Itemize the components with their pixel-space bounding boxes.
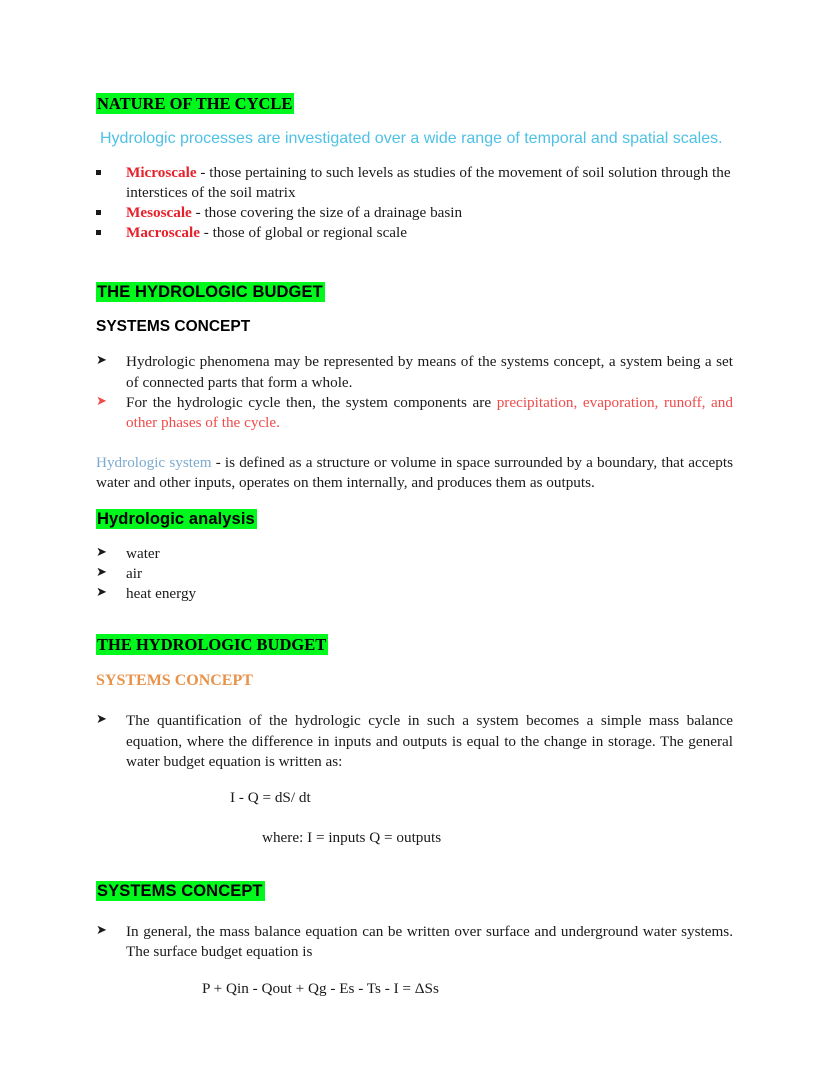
systems-concept-bullets	[96, 352, 733, 433]
scale-definition: those pertaining to such levels as studies of the movement of soil solution through the interstices of the soil matrix	[126, 164, 731, 202]
scale-definition: those covering the size of a drainage basin	[204, 203, 463, 221]
scale-dash: -	[196, 164, 210, 182]
section-hydrologic-budget-1	[96, 282, 733, 604]
bullet-text: The quantification of the hydrologic cycle in such a system becomes a simple mass balance equation, where the difference in inputs and outputs is equal to the change in storage. The general water budget equation is written as:	[126, 712, 733, 770]
arrow-bullet-icon: ➤	[96, 353, 107, 369]
water-budget-equation-where: where: I = inputs Q = outputs	[262, 828, 442, 846]
scale-dash: -	[199, 223, 213, 241]
list-item	[96, 223, 733, 243]
heading-hydrologic-analysis-wrap	[96, 509, 733, 530]
water-budget-equation: I - Q = dS/ dt	[230, 788, 311, 806]
definition-term: Hydrologic system	[96, 454, 212, 472]
arrow-bullet-icon: ➤	[96, 923, 107, 939]
scale-list	[96, 163, 733, 242]
bullet-text: In general, the mass balance equation can be written over surface and underground water systems. The surface budget equation is	[126, 923, 733, 961]
hydrologic-system-definition	[96, 453, 733, 493]
arrow-bullet-icon: ➤	[96, 545, 107, 561]
square-bullet-icon	[96, 170, 101, 175]
heading-hydrologic-budget-2-wrap	[96, 635, 733, 656]
subheading-systems-concept: SYSTEMS CONCEPT	[96, 318, 251, 336]
heading-hydrologic-budget-wrap	[96, 282, 733, 303]
section-nature-of-the-cycle	[96, 94, 733, 242]
bullet-text-emphasis: precipitation, evaporation, runoff, and other phases of the cycle.	[126, 393, 733, 432]
scale-term: Mesoscale	[126, 203, 192, 221]
list-item	[96, 564, 733, 584]
surface-budget-bullets	[96, 922, 733, 962]
heading-systems-concept: SYSTEMS CONCEPT	[97, 882, 263, 901]
subheading-systems-concept-wrap	[96, 317, 733, 336]
list-item	[96, 922, 733, 962]
list-item	[96, 544, 733, 564]
bullet-text: Hydrologic phenomena may be represented by means of the systems concept, a system being a set of connected parts that form a whole.	[126, 353, 733, 391]
heading-systems-concept-wrap	[96, 881, 733, 902]
arrow-bullet-icon: ➤	[96, 585, 107, 601]
document-content	[96, 94, 733, 998]
scale-term: Macroscale	[126, 223, 200, 241]
subheading-systems-concept-orange-wrap	[96, 671, 733, 691]
scale-term: Microscale	[126, 164, 197, 182]
bullet-text: For the hydrologic cycle then, the system components are	[126, 393, 497, 411]
definition-dash: -	[211, 454, 225, 472]
heading-nature-of-the-cycle-wrap	[96, 94, 733, 115]
scale-definition: those of global or regional scale	[212, 223, 408, 241]
heading-hydrologic-analysis: Hydrologic analysis	[97, 510, 255, 529]
arrow-bullet-icon: ➤	[96, 393, 107, 409]
section-hydrologic-budget-2	[96, 635, 733, 848]
scale-dash: -	[191, 203, 205, 221]
list-item	[96, 584, 733, 604]
list-item	[96, 203, 733, 223]
analysis-item-label: heat energy	[126, 585, 197, 603]
list-item	[96, 393, 733, 433]
square-bullet-icon	[96, 210, 101, 215]
arrow-bullet-icon: ➤	[96, 565, 107, 581]
list-item	[96, 352, 733, 392]
hydrologic-analysis-list	[96, 544, 733, 605]
analysis-item-label: water	[126, 545, 160, 563]
definition-body: is defined as a structure or volume in space surrounded by a boundary, that accepts water and other inputs, operates on them internally, and produces them as outputs.	[96, 454, 733, 492]
arrow-bullet-icon: ➤	[96, 712, 107, 728]
section-systems-concept-final	[96, 881, 733, 998]
surface-budget-equation: P + Qin - Qout + Qg - Es - Ts - I = ΔSs	[202, 979, 439, 997]
subheading-systems-concept-orange: SYSTEMS CONCEPT	[96, 672, 253, 690]
heading-nature-of-the-cycle: NATURE OF THE CYCLE	[97, 94, 293, 113]
subtitle-hydrologic-processes: Hydrologic processes are investigated over a wide range of temporal and spatial scales.	[100, 129, 723, 147]
budget-bullets	[96, 711, 733, 772]
square-bullet-icon	[96, 230, 101, 235]
list-item	[96, 711, 733, 772]
heading-the-hydrologic-budget: THE HYDROLOGIC BUDGET	[97, 283, 323, 302]
analysis-item-label: air	[126, 565, 143, 583]
list-item	[96, 163, 733, 203]
heading-the-hydrologic-budget-2: THE HYDROLOGIC BUDGET	[97, 634, 327, 654]
